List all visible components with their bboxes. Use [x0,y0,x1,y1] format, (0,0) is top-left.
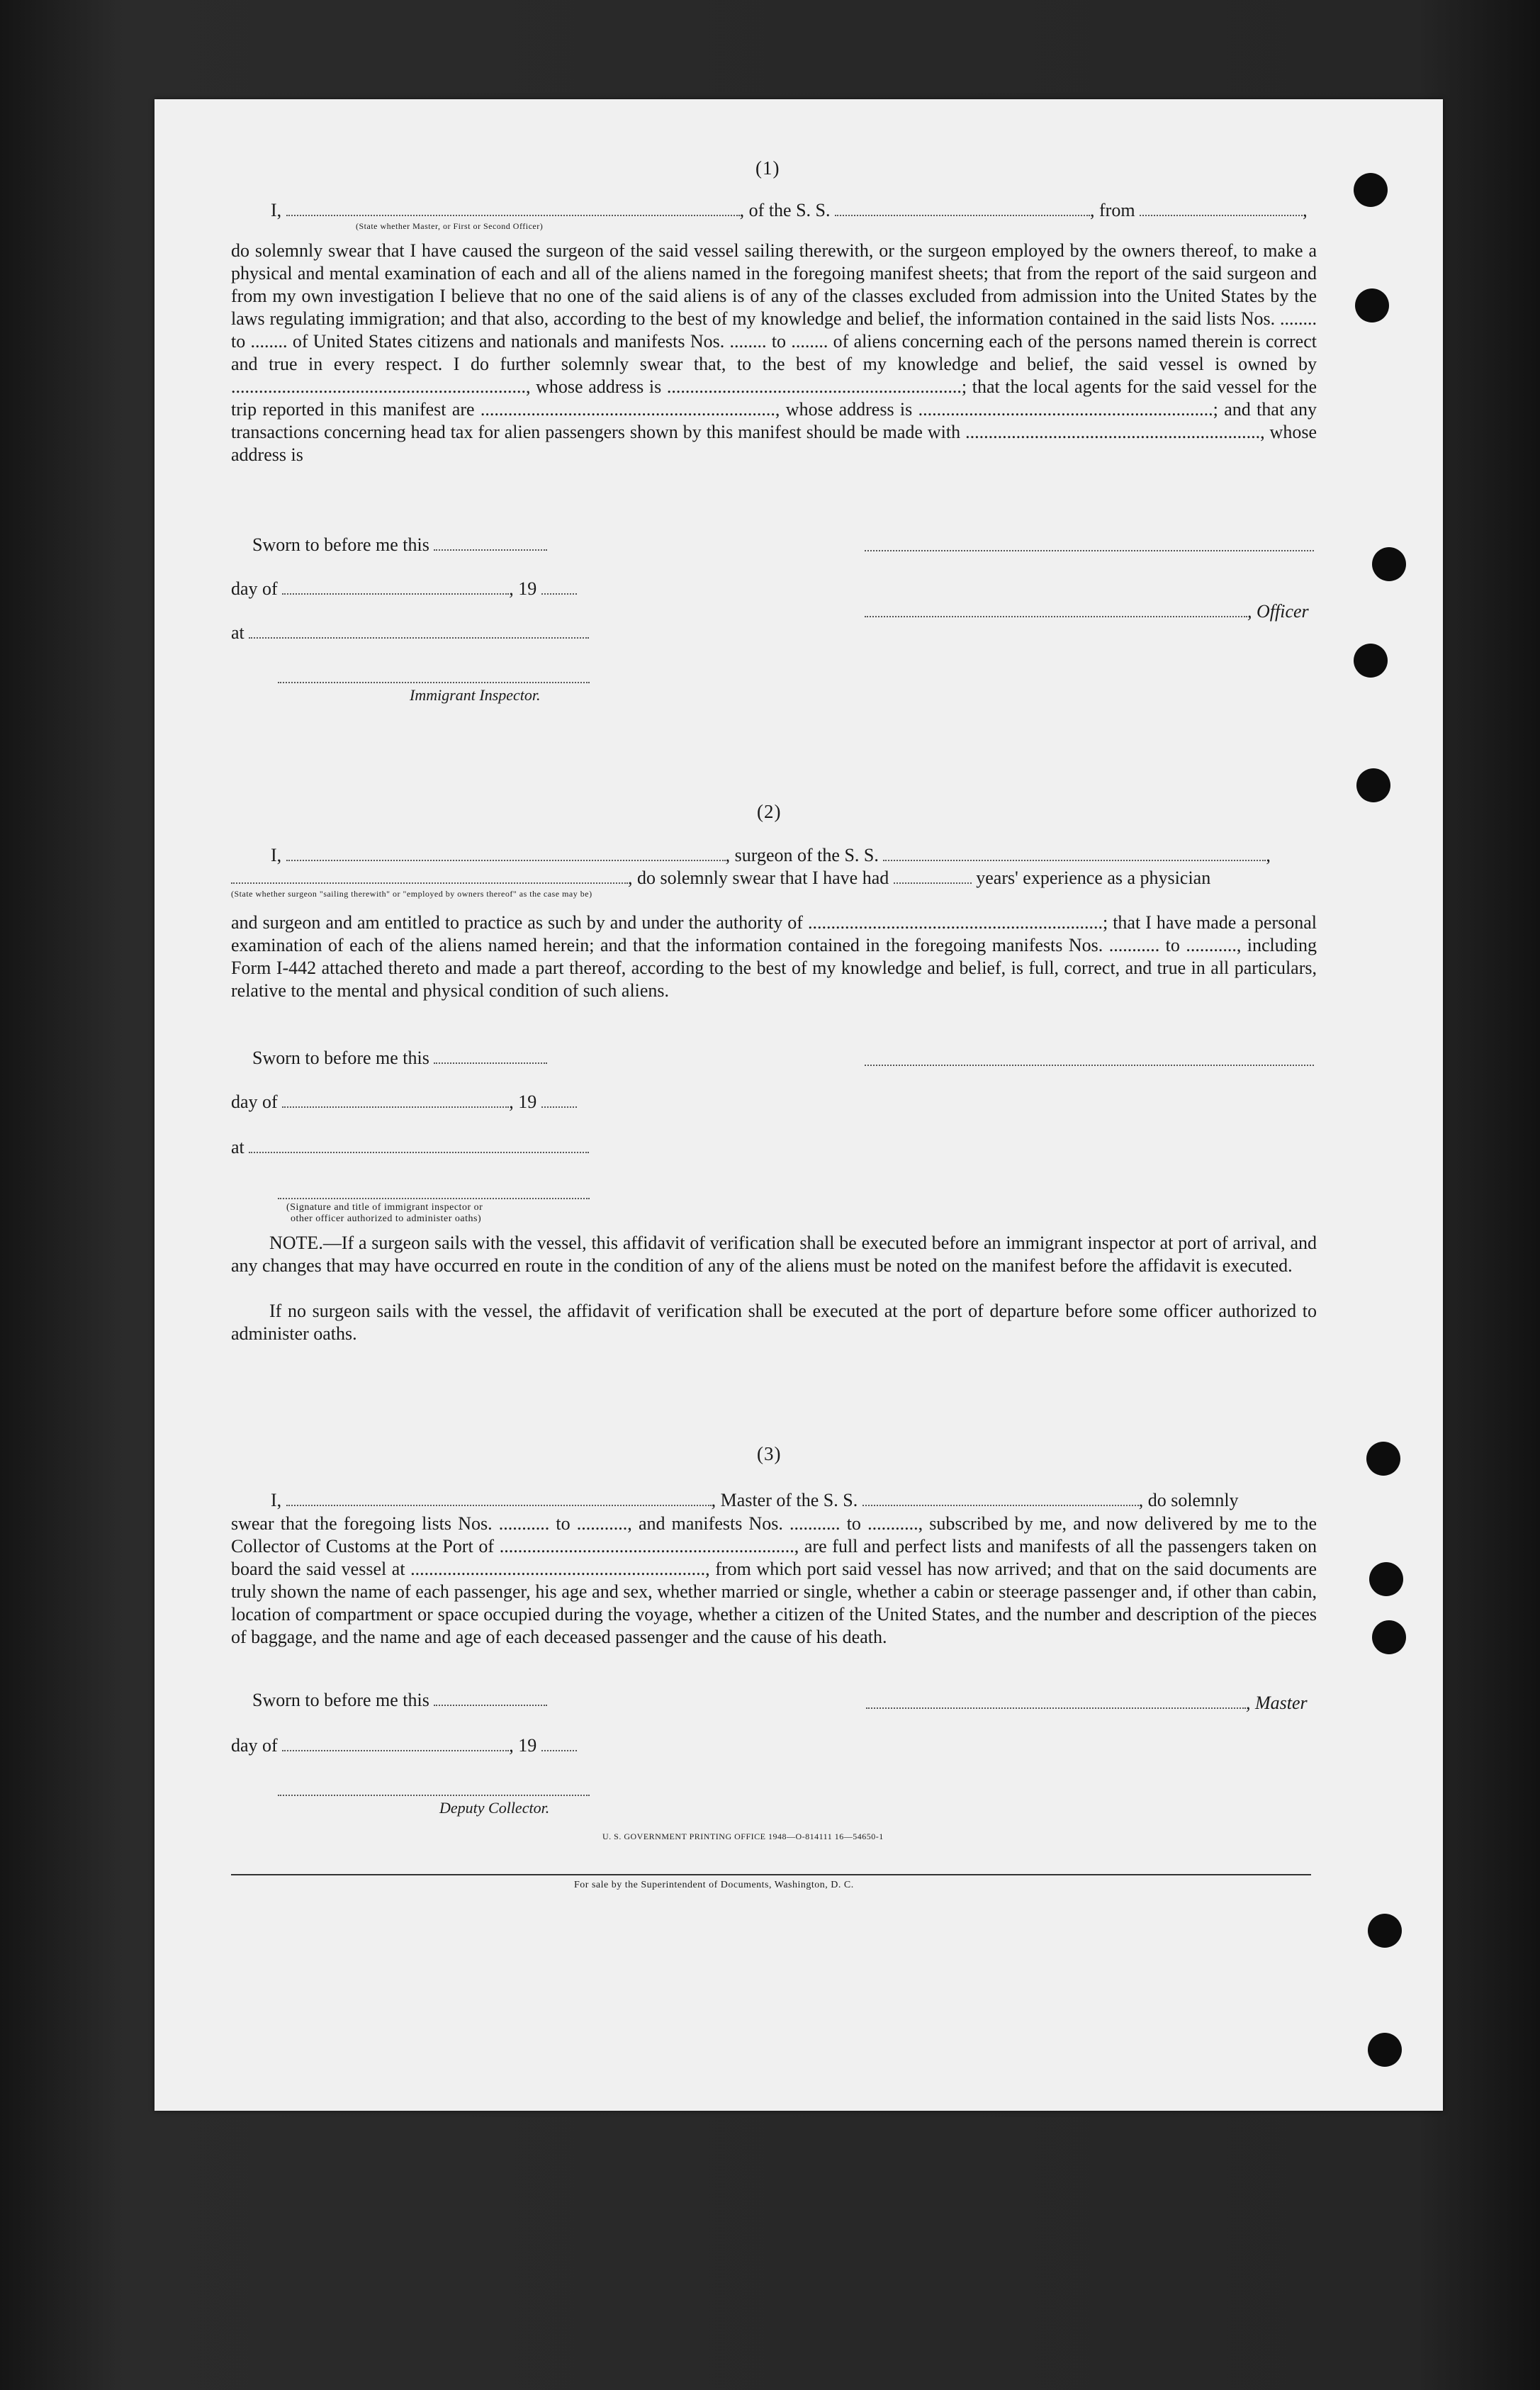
inspector-signature-line[interactable] [278,682,590,683]
sec2-note-2 [231,1300,1317,1345]
officer-label: , Officer [1247,601,1309,622]
punch-hole [1356,768,1390,802]
section-number-2: (2) [757,801,782,822]
sworn-day-field[interactable] [434,1048,547,1064]
master-signature-field[interactable] [866,1693,1246,1709]
solemnly-label: , do solemnly [1138,1490,1239,1510]
year-field[interactable] [541,579,577,595]
sec1-state-note: (State whether Master, or First or Second Officer) [356,221,544,231]
deputy-signature-line[interactable] [278,1795,590,1796]
sec2-i-label: I, [271,845,282,865]
officer-signature-field[interactable] [865,602,1247,617]
sworn-label: Sworn to before me this [252,1048,429,1068]
authorized-officer-signature-line[interactable] [278,1198,590,1199]
sec2-note-1 [231,1232,1317,1277]
punch-hole [1355,288,1389,322]
note-text-1: —If a surgeon sails with the vessel, this affidavit of verification shall be executed before an immigrant inspector at port of arrival, and any changes that may have occurred en route in the condition of any of the aliens must be noted on the manifest before the affidavit is executed. [231,1233,1317,1276]
master-of-label: , Master of the S. S. [711,1490,858,1510]
section-number-1: (1) [755,157,780,179]
punch-hole [1354,644,1388,678]
day-of-label: day of [231,1735,278,1756]
year-label: , 19 [509,1092,537,1112]
punch-hole [1372,1620,1406,1654]
year-label: , 19 [509,1735,537,1756]
day-of-field[interactable] [282,579,509,595]
sec2-sworn-line [252,1048,547,1069]
sec1-i-label: I, [271,200,282,220]
officer-name-field[interactable] [286,201,740,216]
punch-hole [1368,1914,1402,1948]
immigrant-inspector-label: Immigrant Inspector. [410,686,541,704]
at-label: at [231,622,245,643]
day-of-field[interactable] [282,1736,509,1751]
sig-note-line-1: (Signature and title of immigrant inspector or [286,1202,483,1213]
at-label: at [231,1137,245,1157]
punch-hole [1369,1562,1403,1596]
note-label: NOTE. [269,1233,323,1253]
sec1-body: do solemnly swear that I have caused the surgeon of the said vessel sailing therewith, or the surgeon employed by the owners thereof, to make a physical and mental examination of each and all of the aliens named in the foregoing manifest sheets; that from the report of the said surgeon and from my own investigation I believe that no one of the said aliens is of any of the classes excluded from admission into the United States by the laws regulating immigration; and that also, according to the best of my knowledge and belief, the information contained in the said lists Nos. ........ to ........ of United States citizens and nationals and manifests Nos. ........ to ........ of aliens concerning each of the persons named therein is correct and true in every respect. I do further solemnly swear that, to the best of my knowledge and belief, the said vessel is owned by ................................................................, whose address is ................................................................; that the local agents for the said vessel for the trip reported in this manifest are ................................................................, whose address is ................................................................; and that any transactions concerning head tax for alien passengers shown by this manifest should be made with ................................................................, whose address is [231,240,1317,465]
sworn-day-field[interactable] [434,1690,547,1706]
sec3-master-line [866,1693,1308,1714]
day-of-label: day of [231,1092,278,1112]
day-of-field[interactable] [282,1092,509,1108]
sworn-day-field[interactable] [434,535,547,551]
from-label: , from [1090,200,1135,220]
surgeon-signature-line[interactable] [865,1065,1314,1066]
sec2-first-line: I, , surgeon of the S. S. , [271,845,1271,865]
swear-label: , do solemnly swear that I have had [628,868,889,888]
punch-hole [1354,173,1388,207]
punch-hole [1366,1442,1400,1476]
sec3-i-label: I, [271,1490,282,1510]
deputy-collector-label: Deputy Collector. [439,1799,550,1817]
years-field[interactable] [894,868,972,884]
at-field[interactable] [249,623,589,639]
sec3-ship-field[interactable] [862,1491,1139,1506]
sec3-body: swear that the foregoing lists Nos. ........... to ..........., and manifests Nos. ........... to ..........., subscribed by me, and now delivered by me to the Collector of Customs at the Port of ................................................................, are full and perfect lists and manifests of all the passengers taken on board the said vessel at ................................................................, from which port said vessel has now arrived; and that on the said documents are truly shown the name of each passenger, his age and sex, whether married or single, whether a cabin or steerage passenger and, if other than cabin, location of compartment or space occupied during the voyage, whether a citizen of the United States, and the number and description of the pieces of baggage, and the name and age of each deceased passenger and the cause of his death. [231,1513,1317,1647]
sig-note-line-2: other officer authorized to administer oaths) [291,1213,482,1224]
footer-rule [231,1874,1311,1875]
sec2-second-line [231,868,1210,889]
sec1-sworn-line [252,534,547,556]
year-label: , 19 [509,578,537,599]
year-field[interactable] [541,1092,577,1108]
day-of-label: day of [231,578,278,599]
of-ss-label: , of the S. S. [739,200,831,220]
sec3-day-line [231,1735,577,1756]
punch-hole [1368,2033,1402,2067]
sec2-ship-field[interactable] [883,846,1266,861]
sec1-day-line [231,578,577,600]
sec1-officer-line [865,601,1309,622]
surgeon-of-label: , surgeon of the S. S. [725,845,879,865]
sale-notice: For sale by the Superintendent of Documents, Washington, D. C. [574,1880,854,1890]
ship-name-field[interactable] [835,201,1090,216]
gpo-imprint: U. S. GOVERNMENT PRINTING OFFICE 1948—O-814111 16—54650-1 [602,1831,884,1841]
years-label: years' experience as a physician [976,868,1211,888]
sec2-body: and surgeon and am entitled to practice as such by and under the authority of ................................................................; that I have made a personal examination of each of the aliens named herein; and that the information contained in the foregoing manifests Nos. ........... to ..........., including Form I-442 attached thereto and made a part thereof, according to the best of my knowledge and belief, is full, correct, and true in all particulars, relative to the mental and physical condition of such aliens. [231,912,1317,1001]
sec1-signature-line[interactable] [865,550,1314,551]
sec3-first-line [271,1490,1239,1511]
surgeon-name-field[interactable] [286,846,726,861]
at-field[interactable] [249,1138,589,1153]
section-number-3: (3) [757,1443,782,1464]
sec2-day-line [231,1092,577,1113]
master-label: , Master [1246,1693,1308,1713]
sworn-label: Sworn to before me this [252,1690,429,1710]
punch-hole [1372,547,1406,581]
year-field[interactable] [541,1736,577,1751]
sworn-label: Sworn to before me this [252,534,429,555]
note-text-2: If no surgeon sails with the vessel, the affidavit of verification shall be executed at the port of departure before some officer authorized to administer oaths. [231,1301,1317,1344]
sec1-first-line: I, , of the S. S. , from , [271,200,1308,220]
sec2-at-line [231,1137,589,1158]
surgeon-type-field[interactable] [231,868,628,884]
from-port-field[interactable] [1140,201,1303,216]
sec3-sworn-line [252,1690,547,1711]
sec2-state-note: (State whether surgeon "sailing therewith" or "employed by owners thereof" as the case may be) [231,889,592,899]
master-name-field[interactable] [286,1491,712,1506]
sec1-at-line [231,622,589,644]
